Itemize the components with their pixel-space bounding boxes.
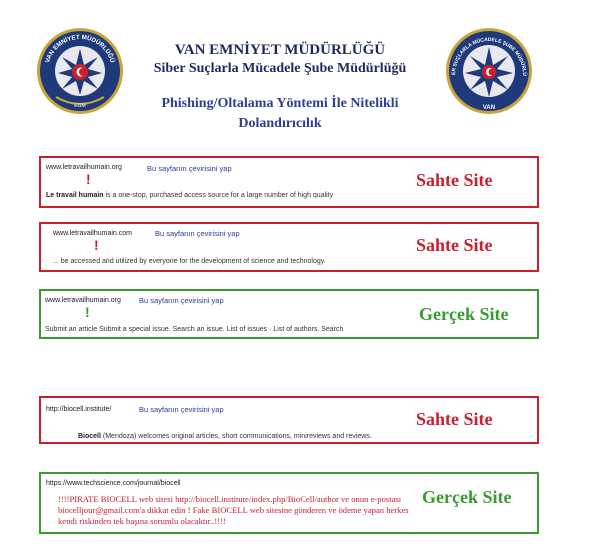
result-url[interactable]: http://biocell.institute/ [46,406,112,413]
svg-text:EGM: EGM [74,103,86,109]
search-result-card [39,222,539,272]
emblem-left-text [36,27,124,115]
search-result-card [39,472,539,534]
search-result-card [39,289,539,339]
translate-link[interactable]: Bu sayfanın çevirisini yap [155,229,240,238]
result-description: Le travail humain is a one-stop, purchased access source for a large number of high quality [46,192,334,199]
verdict-label: Gerçek Site [422,487,512,507]
svg-text:SİBER SUÇLARLA MÜCADELE ŞUBE M: SİBER SUÇLARLA MÜCADELE ŞUBE MÜDÜRLÜĞÜ [443,23,528,77]
topic-title-line2: Dolandırıcılık [238,116,322,131]
translate-link[interactable]: Bu sayfanın çevirisini yap [139,405,224,414]
warning-mark: ! [94,237,99,253]
verdict-label: Sahte Site [416,235,493,255]
header-title: VAN EMNİYET MÜDÜRLÜĞÜ [174,42,386,58]
search-result-card [39,396,539,444]
check-mark: ! [85,304,90,320]
result-description: Submit an article Submit a special issue. Search an issue. List of issues · List of authors. Search [45,326,344,333]
translate-link[interactable]: Bu sayfanın çevirisini yap [139,296,224,305]
result-url[interactable]: https://www.techscience.com/journal/biocell [46,480,181,487]
emblem-right-text [443,23,533,115]
search-result-card [39,156,539,208]
svg-text:VAN EMNİYET MÜDÜRLÜĞÜ: VAN EMNİYET MÜDÜRLÜĞÜ [44,33,116,64]
verdict-label: Gerçek Site [419,304,509,324]
pirate-warning-text: !!!!PIRATE BIOCELL web sitesi http://biocell.institute/index.php/BioCell/author ve onun e-postası biocelljour@gmail.com'a dikkat edin ! Fake BIOCELL web sitesine gönderen ve ödeme yapan herkes kendi riskinden tek başına sorumlu olacaktır..!!!! [58,494,409,526]
svg-text:VAN: VAN [482,105,496,111]
result-description: ... be accessed and utilized by everyone for the development of science and technology. [53,258,326,265]
verdict-label: Sahte Site [416,170,493,190]
verdict-label: Sahte Site [416,409,493,429]
warning-mark: ! [86,171,91,187]
result-url[interactable]: www.letravailhumain.org [46,164,122,171]
topic-title-line1: Phishing/Oltalama Yöntemi İle Nitelikli [161,96,399,111]
result-description: Biocell (Mendoza) welcomes original articles, short communications, minireviews and reviews. [78,433,372,440]
result-url[interactable]: www.letravailhumain.org [45,297,121,304]
header-subtitle: Siber Suçlarla Mücadele Şube Müdürlüğü [153,61,407,76]
translate-link[interactable]: Bu sayfanın çevirisini yap [147,164,232,173]
result-url[interactable]: www.letravailhumain.com [53,230,132,237]
